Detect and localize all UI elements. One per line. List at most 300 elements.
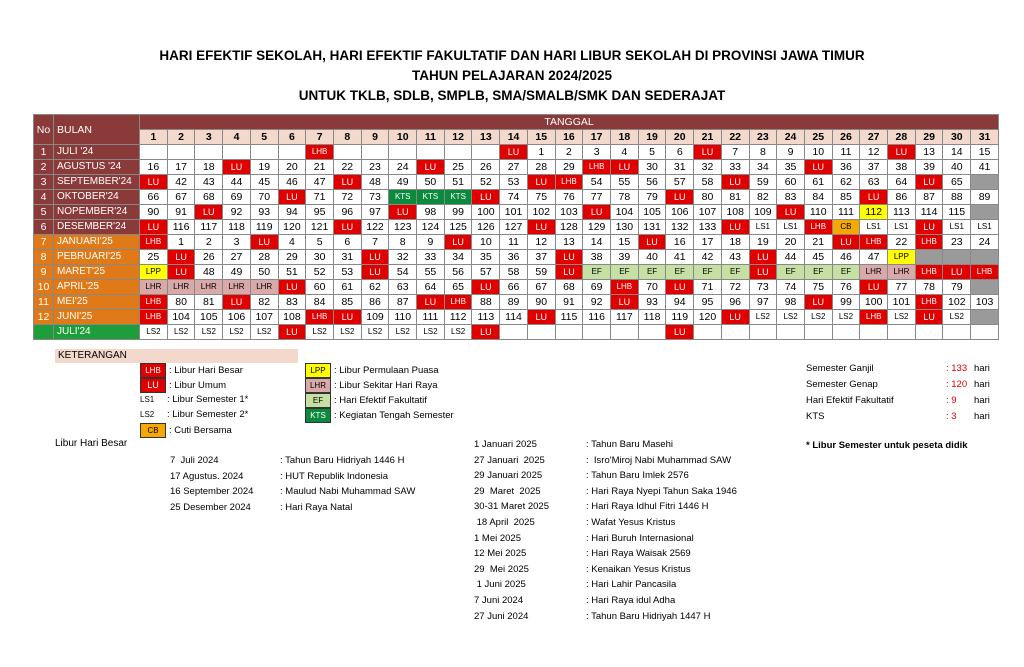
day-cell: LU xyxy=(915,310,943,325)
day-cell: LS2 xyxy=(417,325,445,340)
day-cell: 104 xyxy=(611,205,639,220)
day-cell xyxy=(555,325,583,340)
holiday-date: 18 April 2025 xyxy=(474,516,535,528)
day-cell: 4 xyxy=(278,235,306,250)
day-cell: 23 xyxy=(943,235,971,250)
day-cell: LHR xyxy=(888,265,916,280)
day-cell: 56 xyxy=(444,265,472,280)
holiday-date: 27 Juni 2024 xyxy=(474,610,529,622)
day-cell: 47 xyxy=(306,175,334,190)
day-cell: EF xyxy=(611,265,639,280)
day-cell: 76 xyxy=(832,280,860,295)
day-cell: 107 xyxy=(250,310,278,325)
day-cell-unused xyxy=(971,280,999,295)
holiday-name: : Hari Raya Natal xyxy=(280,501,353,513)
holiday-name: : Wafat Yesus Kristus xyxy=(586,516,676,528)
day-cell: LU xyxy=(278,325,306,340)
day-cell: 101 xyxy=(888,295,916,310)
month-row xyxy=(34,265,999,280)
day-cell: 106 xyxy=(223,310,251,325)
day-cell: 90 xyxy=(527,295,555,310)
day-cell: 67 xyxy=(167,190,195,205)
day-number: 4 xyxy=(223,130,251,145)
day-cell xyxy=(417,145,445,160)
day-cell: 128 xyxy=(555,220,583,235)
day-cell: 41 xyxy=(666,250,694,265)
day-cell: 19 xyxy=(250,160,278,175)
day-cell: EF xyxy=(804,265,832,280)
day-cell xyxy=(527,325,555,340)
day-number: 14 xyxy=(500,130,528,145)
day-cell: 86 xyxy=(361,295,389,310)
day-cell xyxy=(721,325,749,340)
day-number: 20 xyxy=(666,130,694,145)
holiday-row xyxy=(474,577,737,593)
day-cell: 38 xyxy=(888,160,916,175)
day-cell: 113 xyxy=(888,205,916,220)
day-cell: 118 xyxy=(638,310,666,325)
month-name: SEPTEMBER'24 xyxy=(54,175,140,190)
day-number: 2 xyxy=(167,130,195,145)
day-cell: LHB xyxy=(140,310,168,325)
day-cell: EF xyxy=(638,265,666,280)
day-cell: 81 xyxy=(195,295,223,310)
day-cell: LS2 xyxy=(444,325,472,340)
day-cell: LU xyxy=(195,205,223,220)
day-cell: 120 xyxy=(278,220,306,235)
day-cell: LU xyxy=(223,160,251,175)
day-cell: 14 xyxy=(583,235,611,250)
month-row xyxy=(34,295,999,310)
day-cell: 70 xyxy=(250,190,278,205)
holiday-name: : Hari Raya Idhul Fitri 1446 H xyxy=(586,501,709,513)
month-header: BULAN xyxy=(54,115,140,145)
day-cell: 85 xyxy=(333,295,361,310)
day-number: 9 xyxy=(361,130,389,145)
day-number: 8 xyxy=(333,130,361,145)
day-cell: 36 xyxy=(500,250,528,265)
day-cell: 29 xyxy=(555,160,583,175)
day-cell: 60 xyxy=(306,280,334,295)
day-cell: 68 xyxy=(195,190,223,205)
holiday-row xyxy=(474,437,737,453)
row-number: 5 xyxy=(34,205,54,220)
day-cell: 106 xyxy=(666,205,694,220)
day-cell: 30 xyxy=(306,250,334,265)
holiday-row xyxy=(474,562,737,578)
day-cell: 15 xyxy=(611,235,639,250)
day-cell: LS2 xyxy=(333,325,361,340)
day-cell: 66 xyxy=(140,190,168,205)
day-cell: 48 xyxy=(195,265,223,280)
month-row xyxy=(34,175,999,190)
day-cell xyxy=(611,325,639,340)
summary-unit: hari xyxy=(974,363,990,374)
day-cell: LU xyxy=(500,145,528,160)
day-cell: 40 xyxy=(638,250,666,265)
holiday-row xyxy=(474,468,737,484)
day-cell: 7 xyxy=(721,145,749,160)
holiday-row xyxy=(474,484,737,500)
month-name: NOPEMBER'24 xyxy=(54,205,140,220)
day-cell: 59 xyxy=(749,175,777,190)
day-cell: 110 xyxy=(804,205,832,220)
day-number: 18 xyxy=(611,130,639,145)
summary-row xyxy=(806,394,996,408)
day-cell: LU xyxy=(611,160,639,175)
day-cell: 101 xyxy=(500,205,528,220)
day-cell xyxy=(971,325,999,340)
day-cell: 40 xyxy=(943,160,971,175)
day-cell: 117 xyxy=(195,220,223,235)
day-cell: LU xyxy=(140,220,168,235)
day-cell: 131 xyxy=(638,220,666,235)
day-cell: 31 xyxy=(333,250,361,265)
day-cell: 48 xyxy=(361,175,389,190)
day-cell: 54 xyxy=(583,175,611,190)
day-cell: LHB xyxy=(915,265,943,280)
day-cell: 116 xyxy=(583,310,611,325)
row-number: 6 xyxy=(34,220,54,235)
day-cell: LHB xyxy=(611,280,639,295)
day-cell: 88 xyxy=(943,190,971,205)
day-cell: 110 xyxy=(389,310,417,325)
day-cell: LHB xyxy=(306,310,334,325)
day-cell: 52 xyxy=(306,265,334,280)
holiday-name: : Tahun Baru Imlek 2576 xyxy=(586,470,689,482)
day-cell: LS2 xyxy=(167,325,195,340)
day-cell: 102 xyxy=(527,205,555,220)
day-cell: 97 xyxy=(749,295,777,310)
day-cell: 74 xyxy=(777,280,805,295)
day-cell: 35 xyxy=(777,160,805,175)
day-cell xyxy=(777,325,805,340)
day-number: 30 xyxy=(943,130,971,145)
day-cell: LHB xyxy=(860,310,888,325)
calendar-table xyxy=(33,114,999,340)
day-cell: 19 xyxy=(749,235,777,250)
day-cell: 105 xyxy=(195,310,223,325)
day-cell: EF xyxy=(832,265,860,280)
day-cell-unused xyxy=(971,250,999,265)
day-cell: 132 xyxy=(666,220,694,235)
day-cell: 56 xyxy=(638,175,666,190)
day-cell: 26 xyxy=(472,160,500,175)
day-cell: 24 xyxy=(389,160,417,175)
day-cell: 20 xyxy=(777,235,805,250)
legend-item xyxy=(140,408,248,422)
day-cell: 126 xyxy=(472,220,500,235)
day-cell: 54 xyxy=(389,265,417,280)
day-cell: 34 xyxy=(749,160,777,175)
day-cell: 55 xyxy=(611,175,639,190)
row-number: 10 xyxy=(34,280,54,295)
day-cell: LS2 xyxy=(223,325,251,340)
day-cell: 79 xyxy=(638,190,666,205)
day-number: 26 xyxy=(832,130,860,145)
day-cell: LS2 xyxy=(195,325,223,340)
legend-swatch: LPP xyxy=(305,363,331,378)
day-cell: 6 xyxy=(666,145,694,160)
header-row xyxy=(34,115,999,130)
day-cell xyxy=(694,325,722,340)
month-name: JULI '24 xyxy=(54,145,140,160)
day-cell: 18 xyxy=(195,160,223,175)
summary-label: KTS xyxy=(806,411,825,422)
day-cell: 24 xyxy=(971,235,999,250)
day-cell: 92 xyxy=(223,205,251,220)
day-cell: 118 xyxy=(223,220,251,235)
day-cell: 13 xyxy=(555,235,583,250)
day-cell: 33 xyxy=(721,160,749,175)
day-number: 7 xyxy=(306,130,334,145)
day-cell: 82 xyxy=(749,190,777,205)
day-cell: 62 xyxy=(832,175,860,190)
legend-swatch: LS2 xyxy=(140,410,155,419)
row-number: 8 xyxy=(34,250,54,265)
day-cell: 7 xyxy=(361,235,389,250)
day-cell: 4 xyxy=(611,145,639,160)
day-cell: 17 xyxy=(167,160,195,175)
day-cell: LS1 xyxy=(971,220,999,235)
day-cell: LU xyxy=(915,175,943,190)
day-cell: 120 xyxy=(694,310,722,325)
legend-swatch: LU xyxy=(140,378,166,393)
day-cell: 77 xyxy=(583,190,611,205)
day-cell: 114 xyxy=(500,310,528,325)
holiday-row xyxy=(170,484,415,500)
day-cell: 53 xyxy=(333,265,361,280)
holiday-name: : Hari Raya Nyepi Tahun Saka 1946 xyxy=(586,485,737,497)
day-cell: 83 xyxy=(278,295,306,310)
day-cell: LU xyxy=(666,190,694,205)
day-cell: 12 xyxy=(527,235,555,250)
day-cell: 71 xyxy=(306,190,334,205)
day-cell: LS1 xyxy=(888,220,916,235)
day-cell xyxy=(444,145,472,160)
day-cell: 2 xyxy=(555,145,583,160)
day-cell: 107 xyxy=(694,205,722,220)
day-cell: 53 xyxy=(500,175,528,190)
summary-label: Semester Ganjil xyxy=(806,363,874,374)
legend-item xyxy=(140,363,243,378)
day-cell: 78 xyxy=(611,190,639,205)
day-cell: 81 xyxy=(721,190,749,205)
day-cell: 119 xyxy=(666,310,694,325)
day-cell: LHB xyxy=(971,265,999,280)
day-cell: 13 xyxy=(915,145,943,160)
day-cell: 21 xyxy=(804,235,832,250)
day-number: 21 xyxy=(694,130,722,145)
legend-item xyxy=(305,408,454,423)
row-number xyxy=(34,325,54,340)
day-cell: 49 xyxy=(389,175,417,190)
document-title xyxy=(0,46,1024,106)
day-cell: 25 xyxy=(444,160,472,175)
day-cell: 65 xyxy=(444,280,472,295)
day-cell: 79 xyxy=(943,280,971,295)
day-cell: 67 xyxy=(527,280,555,295)
day-number: 5 xyxy=(250,130,278,145)
day-cell xyxy=(278,145,306,160)
day-cell: 129 xyxy=(583,220,611,235)
day-cell: 91 xyxy=(167,205,195,220)
day-cell: 25 xyxy=(140,250,168,265)
day-cell: LU xyxy=(694,145,722,160)
day-cell: 103 xyxy=(971,295,999,310)
day-cell: LS2 xyxy=(804,310,832,325)
day-cell: LHR xyxy=(223,280,251,295)
day-cell: 125 xyxy=(444,220,472,235)
holidays-left-list xyxy=(170,453,415,515)
day-cell: 75 xyxy=(804,280,832,295)
day-cell xyxy=(638,325,666,340)
holiday-date: 25 Desember 2024 xyxy=(170,501,251,513)
day-cell: 30 xyxy=(638,160,666,175)
day-cell: 108 xyxy=(278,310,306,325)
day-cell: 31 xyxy=(666,160,694,175)
day-cell xyxy=(195,145,223,160)
month-row xyxy=(34,160,999,175)
day-cell: LU xyxy=(472,325,500,340)
month-row xyxy=(34,235,999,250)
holiday-name: : Hari Lahir Pancasila xyxy=(586,579,677,591)
legend-item xyxy=(305,378,437,393)
day-cell: LU xyxy=(472,190,500,205)
day-cell: 39 xyxy=(915,160,943,175)
day-cell: 49 xyxy=(223,265,251,280)
day-cell: 12 xyxy=(860,145,888,160)
holiday-date: 1 Mei 2025 xyxy=(474,532,522,544)
day-cell: 58 xyxy=(694,175,722,190)
holiday-date: 12 Mei 2025 xyxy=(474,548,527,560)
day-cell: LU xyxy=(721,310,749,325)
day-cell: EF xyxy=(666,265,694,280)
day-cell: LHB xyxy=(915,295,943,310)
day-cell: 64 xyxy=(888,175,916,190)
month-name: APRIL'25 xyxy=(54,280,140,295)
day-cell: 93 xyxy=(250,205,278,220)
day-cell: LHR xyxy=(250,280,278,295)
day-cell: 10 xyxy=(472,235,500,250)
day-cell: 5 xyxy=(638,145,666,160)
day-cell: LU xyxy=(638,235,666,250)
day-cell: 8 xyxy=(749,145,777,160)
day-cell xyxy=(860,325,888,340)
day-cell: LU xyxy=(527,220,555,235)
month-name: OKTOBER'24 xyxy=(54,190,140,205)
day-cell: 127 xyxy=(500,220,528,235)
row-number: 2 xyxy=(34,160,54,175)
day-cell: CB xyxy=(832,220,860,235)
holidays-title: Libur Hari Besar xyxy=(55,438,128,449)
day-cell: 6 xyxy=(333,235,361,250)
day-cell: 50 xyxy=(417,175,445,190)
day-cell: 78 xyxy=(915,280,943,295)
day-cell: 85 xyxy=(832,190,860,205)
day-cell: 27 xyxy=(223,250,251,265)
holiday-date: 30-31 Maret 2025 xyxy=(474,501,549,513)
month-row xyxy=(34,220,999,235)
day-cell: 44 xyxy=(223,175,251,190)
day-cell xyxy=(167,145,195,160)
day-cell: 1 xyxy=(167,235,195,250)
day-number: 10 xyxy=(389,130,417,145)
legend-item xyxy=(305,363,439,378)
day-cell: 22 xyxy=(333,160,361,175)
day-cell: LU xyxy=(417,160,445,175)
day-cell: LPP xyxy=(888,250,916,265)
day-cell: 26 xyxy=(195,250,223,265)
day-cell-unused xyxy=(971,205,999,220)
holiday-name: : Tahun Baru Masehi xyxy=(586,439,673,450)
day-cell: 70 xyxy=(638,280,666,295)
day-cell: LU xyxy=(555,265,583,280)
legend-swatch: LS1 xyxy=(140,395,155,404)
row-number: 12 xyxy=(34,310,54,325)
day-cell xyxy=(500,325,528,340)
day-cell: 98 xyxy=(777,295,805,310)
day-cell: 50 xyxy=(250,265,278,280)
day-cell: LU xyxy=(527,310,555,325)
day-number: 24 xyxy=(777,130,805,145)
day-cell: 74 xyxy=(500,190,528,205)
day-cell: 133 xyxy=(694,220,722,235)
summary-unit: hari xyxy=(974,379,990,390)
day-cell: LHB xyxy=(583,160,611,175)
title-line-1: HARI EFEKTIF SEKOLAH, HARI EFEKTIF FAKULTATIF DAN HARI LIBUR SEKOLAH DI PROVINSI JAWA TIMUR xyxy=(159,48,865,63)
holidays-right-list xyxy=(474,437,737,624)
day-cell: LU xyxy=(749,265,777,280)
day-cell-unused xyxy=(971,175,999,190)
month-name: JUNI'25 xyxy=(54,310,140,325)
day-cell: LU xyxy=(223,295,251,310)
day-cell: 3 xyxy=(583,145,611,160)
holiday-date: 16 September 2024 xyxy=(170,486,254,498)
summary-value: : 133 xyxy=(946,363,968,374)
day-cell xyxy=(888,325,916,340)
day-number: 22 xyxy=(721,130,749,145)
day-cell: 96 xyxy=(721,295,749,310)
day-cell: LS1 xyxy=(943,220,971,235)
summary-row xyxy=(806,378,996,392)
month-name: MARET'25 xyxy=(54,265,140,280)
holiday-name: : Hari Raya Waisak 2569 xyxy=(586,548,691,560)
day-cell: 57 xyxy=(472,265,500,280)
day-cell: 10 xyxy=(804,145,832,160)
day-cell: 90 xyxy=(140,205,168,220)
day-cell: LU xyxy=(888,145,916,160)
legend-title: KETERANGAN xyxy=(55,349,298,363)
day-cell: 115 xyxy=(943,205,971,220)
day-cell: 97 xyxy=(361,205,389,220)
day-cell: 89 xyxy=(500,295,528,310)
day-cell: LPP xyxy=(140,265,168,280)
day-cell: LU xyxy=(389,205,417,220)
day-cell: 36 xyxy=(832,160,860,175)
day-cell: 35 xyxy=(472,250,500,265)
day-cell: 95 xyxy=(694,295,722,310)
summary-value: : 9 xyxy=(946,395,957,406)
row-number: 3 xyxy=(34,175,54,190)
day-cell xyxy=(749,325,777,340)
day-cell: LS1 xyxy=(749,220,777,235)
legend-label: : Libur Permulaan Puasa xyxy=(334,365,439,377)
day-cell: 86 xyxy=(888,190,916,205)
day-cell: 27 xyxy=(500,160,528,175)
day-cell: LS2 xyxy=(749,310,777,325)
day-cell: 87 xyxy=(915,190,943,205)
